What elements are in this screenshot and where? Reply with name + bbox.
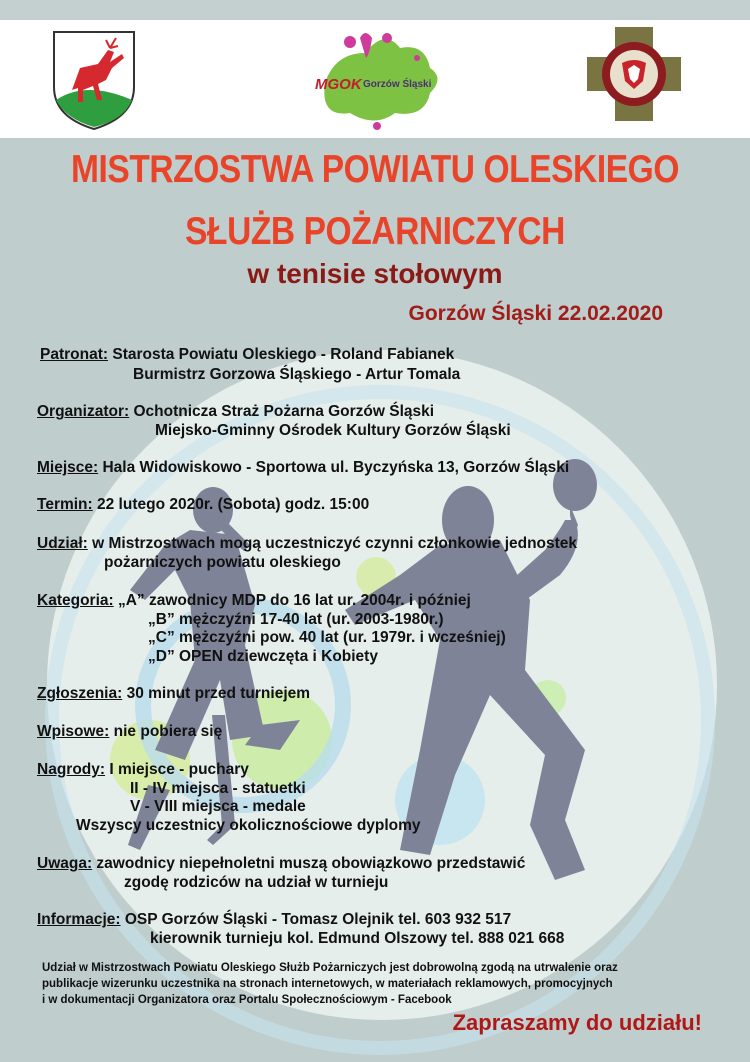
title-line-1: MISTRZOSTWA POWIATU OLESKIEGO	[70, 148, 679, 191]
organizator-row	[37, 403, 434, 421]
informacje-text-1: OSP Gorzów Śląski - Tomasz Olejnik tel. 603 932 517	[120, 911, 512, 928]
zgloszenia-text-1: 30 minut przed turniejem	[122, 685, 311, 702]
logo-header	[0, 20, 750, 138]
kategoria-text-4: „D” OPEN dziewczęta i Kobiety	[148, 648, 378, 665]
nagrody-text-2: II - IV miejsca - statuetki	[130, 780, 306, 797]
udzial-label: Udział:	[37, 535, 88, 552]
patronat-text-2: Burmistrz Gorzowa Śląskiego - Artur Tomala	[133, 366, 461, 383]
kategoria-row	[37, 592, 471, 610]
uwaga-label: Uwaga:	[37, 855, 93, 872]
kategoria-text-3: „C” mężczyźni pow. 40 lat (ur. 1979r. i wcześniej)	[148, 629, 506, 646]
wpisowe-row	[37, 723, 222, 741]
wpisowe-text-1: nie pobiera się	[109, 723, 223, 740]
disclaimer	[42, 960, 712, 1008]
disclaimer-line-2: publikacje wizerunku uczestnika na stronach internetowych, w materiałach reklamowych, promocyjnych	[42, 978, 613, 990]
uwaga-row	[37, 855, 525, 873]
miejsce-text-1: Hala Widowiskowo - Sportowa ul. Byczyńska 13, Gorzów Śląski	[98, 459, 570, 476]
disclaimer-line-3: i w dokumentacji Organizatora oraz Portalu Społecznościowym - Facebook	[42, 994, 452, 1006]
invitation-text: Zapraszamy do udziału!	[452, 1010, 702, 1035]
kategoria-label: Kategoria:	[37, 592, 114, 609]
udzial-text-2: pożarniczych powiatu oleskiego	[104, 554, 341, 571]
udzial-row	[37, 535, 577, 553]
miejsce-row	[37, 459, 569, 477]
nagrody-text-3: V - VIII miejsca - medale	[130, 798, 306, 815]
mgok-paint-splash-logo	[305, 28, 445, 132]
wpisowe-label: Wpisowe:	[37, 723, 110, 740]
nagrody-text-1: I miejsce - puchary	[105, 761, 249, 778]
kategoria-text-2: „B” mężczyźni 17-40 lat (ur. 2003-1980r.)	[148, 611, 444, 628]
mgok-logo-subtext: Gorzów Śląski	[363, 79, 432, 90]
miejsce-label: Miejsce:	[37, 459, 99, 476]
kategoria-text-1: „A” zawodnicy MDP do 16 lat ur. 2004r. i później	[113, 592, 471, 609]
termin-label: Termin:	[37, 496, 93, 513]
zgloszenia-row	[37, 685, 310, 703]
patronat-row	[40, 346, 454, 364]
informacje-text-2: kierownik turnieju kol. Edmund Olszowy tel. 888 021 668	[150, 930, 565, 947]
informacje-row	[37, 911, 511, 929]
fire-brigade-cross-emblem-icon	[585, 25, 683, 123]
nagrody-label: Nagrody:	[37, 761, 106, 778]
udzial-text-1: w Mistrzostwach mogą uczestniczyć czynni członkowie jednostek	[87, 535, 578, 552]
patronat-text-1: Starosta Powiatu Oleskiego - Roland Fabianek	[108, 346, 455, 363]
organizator-text-2: Miejsko-Gminny Ośrodek Kultury Gorzów Śląski	[155, 422, 511, 439]
uwaga-text-2: zgodę rodziców na udział w turnieju	[124, 874, 389, 891]
zgloszenia-label: Zgłoszenia:	[37, 685, 123, 702]
termin-row	[37, 496, 369, 514]
event-date: Gorzów Śląski 22.02.2020	[408, 302, 663, 325]
nagrody-text-4: Wszyscy uczestnicy okolicznościowe dyplomy	[76, 817, 421, 834]
informacje-label: Informacje:	[37, 911, 121, 928]
nagrody-row	[37, 761, 249, 779]
title-line-3: w tenisie stołowym	[247, 258, 503, 289]
uwaga-text-1: zawodnicy niepełnoletni muszą obowiązkowo przedstawić	[92, 855, 526, 872]
termin-text-1: 22 lutego 2020r. (Sobota) godz. 15:00	[92, 496, 370, 513]
title-line-2: SŁUŻB POŻARNICZYCH	[185, 210, 565, 253]
patronat-label: Patronat:	[40, 346, 109, 363]
organizator-text-1: Ochotnicza Straż Pożarna Gorzów Śląski	[129, 403, 435, 420]
disclaimer-line-1: Udział w Mistrzostwach Powiatu Oleskiego Służb Pożarniczych jest dobrowolną zgodą na utrwalenie oraz	[42, 962, 618, 974]
organizator-label: Organizator:	[37, 403, 130, 420]
mgok-logo-text: MGOK	[315, 76, 362, 93]
deer-coat-of-arms-icon	[52, 30, 136, 130]
